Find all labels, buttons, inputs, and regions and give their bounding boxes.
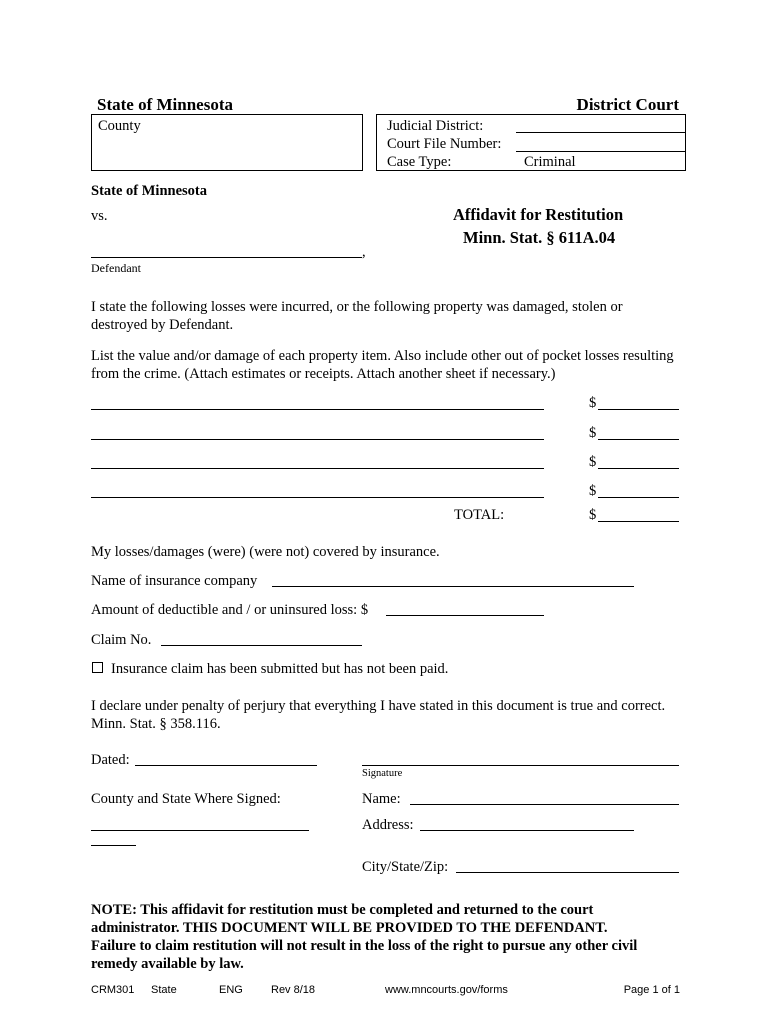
dollar-sign: $ [589,425,597,441]
county-state-signed-field[interactable] [91,830,309,831]
deductible-field[interactable] [386,615,544,616]
case-type-label: Case Type: [387,154,452,170]
footer-page-number: Page 1 of 1 [623,984,680,996]
court-heading: District Court [576,95,679,114]
dollar-sign: $ [589,483,597,499]
plaintiff-label: State of Minnesota [91,183,207,199]
loss-amount-3[interactable] [598,468,679,469]
list-instructions: List the value and/or damage of each property item. Also include other out of pocket losses resulting from the crime. (Attach estimates or receipts. Attach another sheet if necessary.) [91,348,674,382]
insurance-company-label: Name of insurance company [91,573,258,589]
claim-submitted-label: Insurance claim has been submitted but has not been paid. [111,661,449,677]
address-label: Address: [362,817,414,833]
county-box[interactable] [91,114,363,171]
insurance-company-field[interactable] [272,586,634,587]
dollar-sign: $ [589,395,597,411]
loss-amount-4[interactable] [598,497,679,498]
defendant-label: Defendant [91,261,141,275]
name-field[interactable] [410,804,679,805]
note-line-1: NOTE: This affidavit for restitution must be completed and returned to the court [91,902,594,918]
claim-number-field[interactable] [161,645,362,646]
claim-number-label: Claim No. [91,632,152,648]
court-file-number-field[interactable] [516,151,686,152]
dollar-sign: $ [589,507,597,523]
note-line-3: Failure to claim restitution will not result in the loss of the right to pursue any other civil [91,938,638,954]
loss-item-line-4[interactable] [91,497,544,498]
defendant-comma: , [362,244,366,260]
signature-label: Signature [362,768,403,779]
footer-url[interactable]: www.mncourts.gov/forms [385,984,508,996]
loss-item-line-3[interactable] [91,468,544,469]
footer-state: State [151,984,177,996]
total-amount-field[interactable] [598,521,679,522]
vs-label: vs. [91,208,108,224]
address-field[interactable] [420,830,634,831]
city-state-zip-label: City/State/Zip: [362,859,449,875]
defendant-name-field[interactable] [91,257,362,258]
dated-label: Dated: [91,752,130,768]
judicial-district-field[interactable] [516,132,686,133]
loss-amount-2[interactable] [598,439,679,440]
judicial-district-label: Judicial District: [387,118,484,134]
declaration-text: I declare under penalty of perjury that everything I have stated in this document is true and correct. Minn. Stat. § 358.116. [91,698,666,732]
note-line-4: remedy available by law. [91,956,244,972]
signature-line[interactable] [362,765,679,766]
insurance-coverage-text: My losses/damages (were) (were not) covered by insurance. [91,544,440,560]
loss-amount-1[interactable] [598,409,679,410]
deductible-label: Amount of deductible and / or uninsured loss: $ [91,602,369,618]
title-line2: Minn. Stat. § 611A.04 [463,228,616,247]
loss-item-line-1[interactable] [91,409,544,410]
total-label: TOTAL: [454,507,505,523]
claim-submitted-checkbox[interactable] [92,662,103,673]
case-info-box [376,114,686,171]
county-label: County [98,118,141,134]
county-state-signed-field-continuation[interactable] [91,845,136,846]
note-line-2: administrator. THIS DOCUMENT WILL BE PROVIDED TO THE DEFENDANT. [91,920,608,936]
dollar-sign: $ [589,454,597,470]
state-heading: State of Minnesota [97,95,233,114]
city-state-zip-field[interactable] [456,872,679,873]
court-file-number-label: Court File Number: [387,136,502,152]
title-line1: Affidavit for Restitution [453,205,624,224]
footer-form-number: CRM301 [91,984,135,996]
name-label: Name: [362,791,401,807]
intro-paragraph: I state the following losses were incurred, or the following property was damaged, stolen or destroyed by Defendant. [91,299,623,333]
footer-language: ENG [219,984,243,996]
loss-item-line-2[interactable] [91,439,544,440]
case-type-value: Criminal [524,154,576,170]
footer-revision: Rev 8/18 [271,984,316,996]
county-state-signed-label: County and State Where Signed: [91,791,281,807]
dated-field[interactable] [135,765,317,766]
